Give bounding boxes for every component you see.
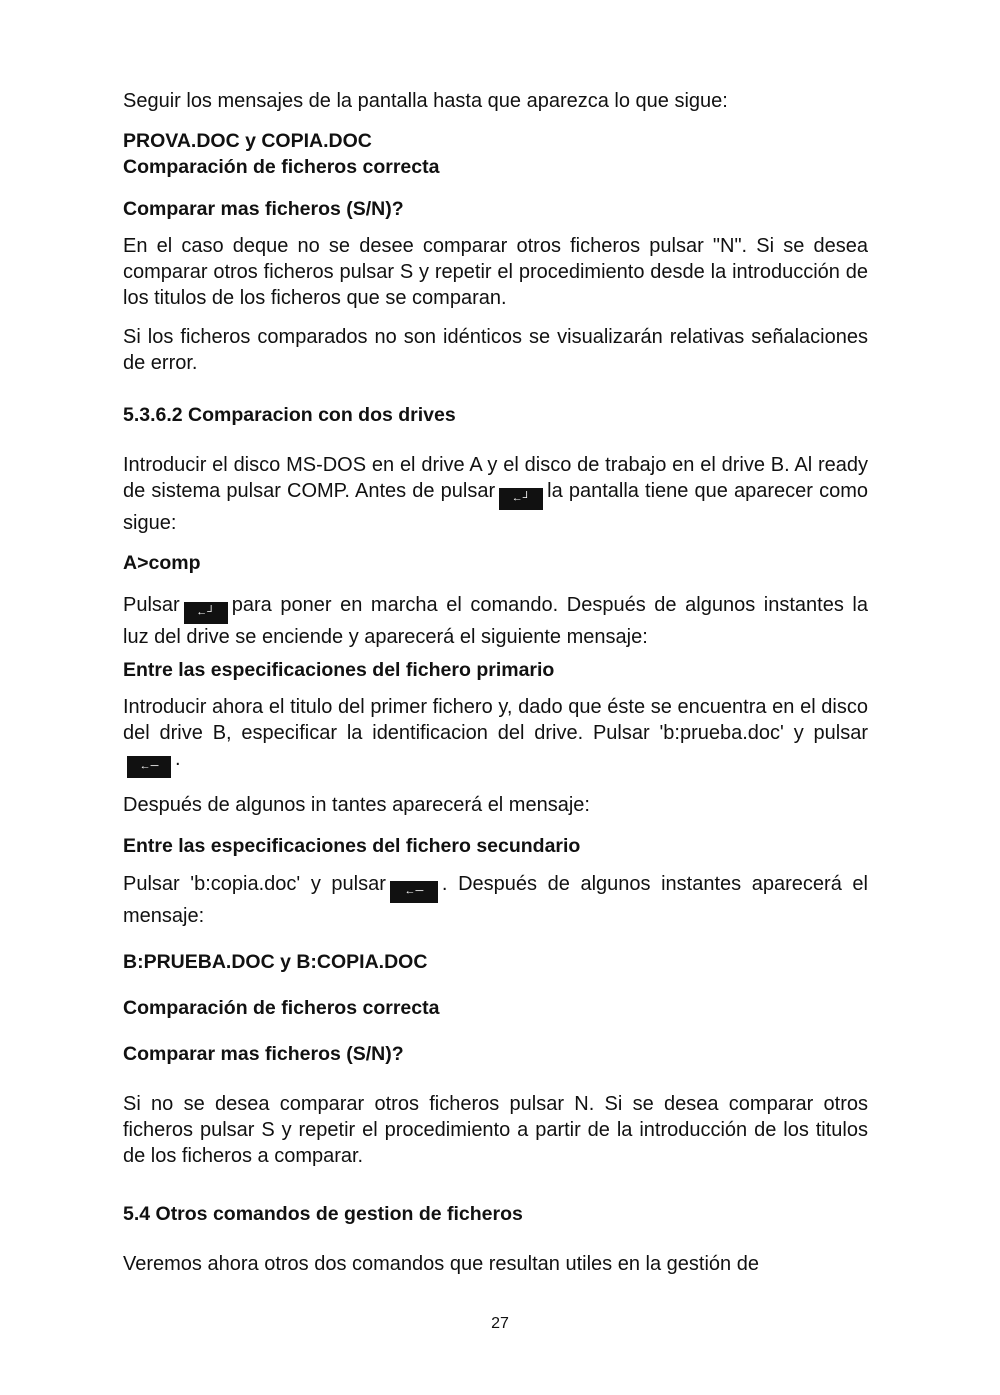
paragraph-enter-second-file-text-a: Pulsar 'b:copia.doc' y pulsar xyxy=(123,873,386,895)
paragraph-press-enter-text-b: para poner en marcha el comando. Después de algunos instantes la luz del drive se enciende y aparecerá el siguiente mensaje: xyxy=(123,594,868,648)
paragraph-press-enter xyxy=(123,592,868,650)
output-primary-file-prompt: Entre las especificaciones del fichero primario xyxy=(123,659,555,681)
paragraph-other-commands: Veremos ahora otros dos comandos que resultan utiles en la gestión de xyxy=(123,1253,759,1275)
paragraph-enter-second-file-text-b: . Después de algunos instantes aparecerá el mensaje: xyxy=(123,873,868,927)
paragraph-compare-more-instructions: En el caso deque no se desee comparar otros ficheros pulsar "N". Si se desea comparar otros ficheros pulsar S y repetir el procedimiento desde la introducción de los titulos de los ficheros que se comparan. xyxy=(123,235,868,309)
paragraph-after-moments: Después de algunos in tantes aparecerá el mensaje: xyxy=(123,794,590,816)
paragraph-insert-disks-text-a: Introducir el disco MS-DOS en el drive A y el disco de trabajo en el drive B. Al ready de sistema pulsar COMP. Antes de pulsar xyxy=(123,454,868,502)
output-drive-files-line: B:PRUEBA.DOC y B:COPIA.DOC xyxy=(123,951,428,973)
output-comparison-ok: Comparación de ficheros correcta xyxy=(123,156,440,178)
paragraph-enter-first-file-text-a: Introducir ahora el titulo del primer fichero y, dado que éste se encuentra en el disco del drive B, especificar la identificacion del drive. Pulsar 'b:prueba.doc' y pulsar xyxy=(123,696,868,744)
section-heading-other-commands: 5.4 Otros comandos de gestion de ficheros xyxy=(123,1203,523,1225)
paragraph-enter-first-file-text-b: . xyxy=(175,748,181,770)
paragraph-insert-disks xyxy=(123,452,868,536)
paragraph-enter-first-file xyxy=(123,694,868,778)
paragraph-insert-disks-text-b: la pantalla tiene que aparecer como sigue: xyxy=(123,480,868,534)
page-number: 27 xyxy=(491,1315,509,1332)
document-page xyxy=(123,84,868,1277)
paragraph-press-enter-text-a: Pulsar xyxy=(123,594,180,616)
paragraph-follow-messages: Seguir los mensajes de la pantalla hasta que aparezca lo que sigue: xyxy=(123,90,728,112)
paragraph-not-identical: Si los ficheros comparados no son idénticos se visualizarán relativas señalaciones de error. xyxy=(123,326,868,374)
output-secondary-file-prompt: Entre las especificaciones del fichero secundario xyxy=(123,835,581,857)
enter-key-icon: ←─ xyxy=(127,756,171,778)
paragraph-no-more-compare: Si no se desea comparar otros ficheros pulsar N. Si se desea comparar otros ficheros pulsar S y repetir el procedimiento a partir de la introducción de los titulos de los ficheros a comparar. xyxy=(123,1093,868,1167)
enter-key-icon: ←─ xyxy=(390,881,438,903)
output-compare-more-prompt: Comparar mas ficheros (S/N)? xyxy=(123,198,404,220)
output-comparison-ok-2: Comparación de ficheros correcta xyxy=(123,997,440,1019)
output-files-line: PROVA.DOC y COPIA.DOC xyxy=(123,130,372,152)
paragraph-enter-second-file xyxy=(123,871,868,929)
enter-key-icon: ←┘ xyxy=(499,488,543,510)
enter-key-icon: ←┘ xyxy=(184,602,228,624)
output-comp-command: A>comp xyxy=(123,552,201,574)
section-heading-two-drives: 5.3.6.2 Comparacion con dos drives xyxy=(123,404,456,426)
output-compare-more-prompt-2: Comparar mas ficheros (S/N)? xyxy=(123,1043,404,1065)
